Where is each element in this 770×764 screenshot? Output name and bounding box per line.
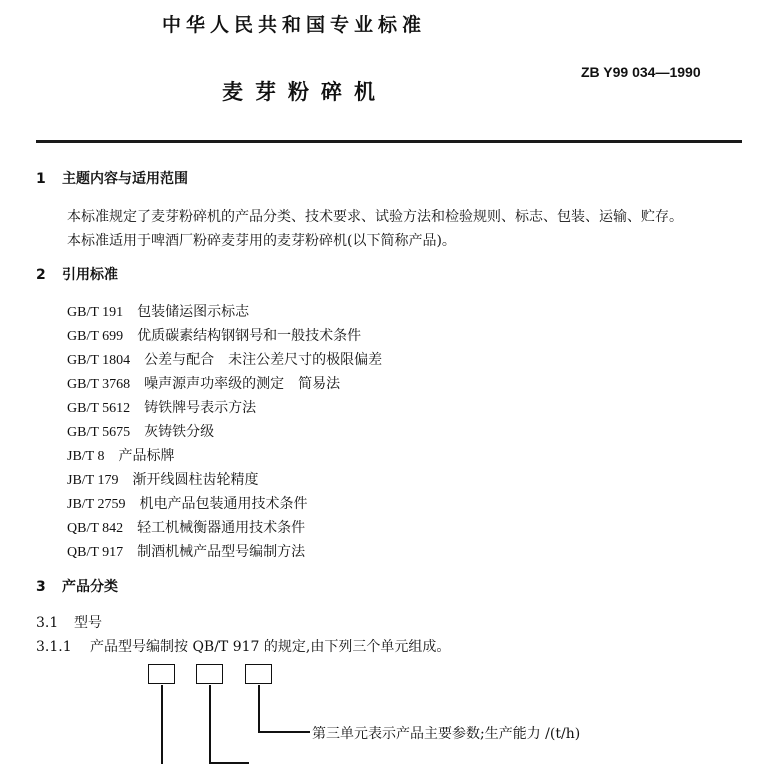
reference-code: JB/T 8 [67, 449, 105, 464]
standard-code: ZB Y99 034—1990 [581, 64, 701, 80]
unit-3-description: 第三单元表示产品主要参数;生产能力 /(t/h) [312, 726, 581, 742]
reference-code: GB/T 191 [67, 305, 124, 320]
connector-line-unit-3-horizontal [258, 731, 310, 733]
model-unit-box-1 [148, 664, 175, 684]
document-title: 麦芽粉碎机 [222, 80, 387, 104]
reference-item [67, 349, 382, 369]
section-3-number: 3 [36, 579, 46, 595]
reference-item [67, 397, 256, 417]
reference-title: 铸铁牌号表示方法 [144, 400, 257, 416]
section-3-1-heading [36, 612, 102, 632]
model-unit-box-3 [245, 664, 272, 684]
reference-title: 轻工机械衡器通用技术条件 [137, 520, 306, 536]
reference-title: 制酒机械产品型号编制方法 [137, 544, 306, 560]
connector-line-unit-1 [161, 685, 163, 764]
reference-code: JB/T 2759 [67, 497, 126, 512]
standard-category-title: 中华人民共和国专业标准 [162, 14, 427, 36]
reference-title: 产品标牌 [118, 448, 175, 464]
reference-code: QB/T 917 [67, 545, 124, 560]
reference-title: 渐开线圆柱齿轮精度 [132, 472, 259, 488]
reference-code: GB/T 1804 [67, 353, 131, 368]
section-3-1-number: 3.1 [36, 615, 59, 631]
header-rule [36, 140, 742, 143]
section-2-heading [36, 264, 118, 284]
reference-title: 机电产品包装通用技术条件 [139, 496, 308, 512]
model-unit-box-2 [196, 664, 223, 684]
reference-title: 优质碳素结构钢钢号和一般技术条件 [137, 328, 362, 344]
reference-code: GB/T 5612 [67, 401, 131, 416]
reference-code: GB/T 699 [67, 329, 124, 344]
section-1-heading [36, 168, 188, 188]
reference-item [67, 469, 258, 489]
reference-item [67, 493, 307, 513]
section-1-title: 主题内容与适用范围 [62, 171, 188, 187]
section-3-title: 产品分类 [62, 579, 118, 595]
section-3-1-1-text: 产品型号编制按 QB/T 917 的规定,由下列三个单元组成。 [90, 639, 451, 655]
reference-item [67, 373, 340, 393]
section-3-1-1-number: 3.1.1 [36, 639, 72, 655]
reference-code: GB/T 3768 [67, 377, 131, 392]
reference-title: 噪声源声功率级的测定 简易法 [144, 376, 341, 392]
reference-code: QB/T 842 [67, 521, 124, 536]
connector-line-unit-2-horizontal [209, 762, 249, 764]
reference-item [67, 445, 174, 465]
reference-title: 包装储运图示标志 [137, 304, 250, 320]
reference-item [67, 541, 305, 561]
section-1-paragraph-2: 本标准适用于啤酒厂粉碎麦芽用的麦芽粉碎机(以下简称产品)。 [67, 233, 456, 249]
reference-item [67, 301, 249, 321]
reference-title: 公差与配合 未注公差尺寸的极限偏差 [144, 352, 383, 368]
reference-item [67, 421, 214, 441]
reference-code: GB/T 5675 [67, 425, 131, 440]
reference-code: JB/T 179 [67, 473, 119, 488]
section-2-title: 引用标准 [62, 267, 118, 283]
section-1-paragraph-1: 本标准规定了麦芽粉碎机的产品分类、技术要求、试验方法和检验规则、标志、包装、运输、贮存。 [67, 209, 683, 225]
reference-title: 灰铸铁分级 [144, 424, 215, 440]
reference-item [67, 517, 305, 537]
connector-line-unit-3 [258, 685, 260, 732]
section-3-1-1-paragraph [36, 636, 450, 656]
section-1-number: 1 [36, 171, 46, 187]
section-2-number: 2 [36, 267, 46, 283]
connector-line-unit-2 [209, 685, 211, 764]
reference-item [67, 325, 361, 345]
section-3-1-title: 型号 [74, 615, 102, 631]
section-3-heading [36, 576, 118, 596]
